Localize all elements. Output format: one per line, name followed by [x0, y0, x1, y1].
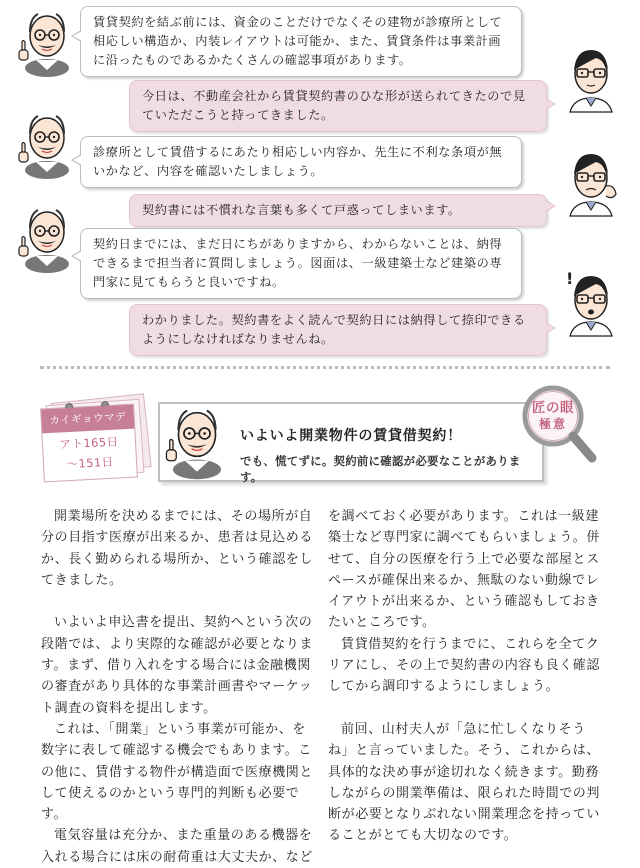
- countdown-calendar: [40, 398, 152, 478]
- bubble-tail: [546, 322, 556, 334]
- dialogue-text-2: 今日は、不動産会社から賃貸契約書のひな形が送られてきたので見ていただこうと持ってきました。: [142, 89, 526, 122]
- dialogue-bubble-6: [129, 304, 547, 356]
- section-divider: [40, 366, 610, 369]
- body-paragraph: これは、「開業」という事業が可能か、を数字に表して確認する機会でもあります。この他に、賃借する物件が構造面で医療機関として使えるのかという専門的判断も必要です。: [41, 721, 314, 823]
- body-paragraph: 賃貸借契約を行うまでに、これらを全てクリアにし、その上で契約書の内容も良く確認してから調印するようにしましょう。: [328, 636, 601, 695]
- dialogue-bubble-4: [129, 194, 547, 227]
- dialogue-bubble-5: [80, 228, 522, 299]
- section-subtitle: でも、慌てずに。契約前に確認が必要なことがあります。: [240, 454, 521, 484]
- client-avatar: [560, 46, 622, 112]
- bubble-tail: [546, 98, 556, 110]
- calendar-line-2: ～151日: [66, 454, 114, 472]
- dialogue-bubble-3: [80, 136, 522, 188]
- body-paragraph: を調べておく必要があります。これは一級建築士など専門家に調べてもらいましょう。併せて、自分の医療を行う上で必要な部屋とスペースが確保出来るか、無駄のない動線でレイアウトが出来るか、という確認もしておきたいところです。: [328, 509, 601, 631]
- badge-line-2: 極意: [538, 417, 567, 431]
- expert-tip-badge: [520, 384, 602, 468]
- badge-line-1: 匠の眼: [531, 400, 575, 416]
- body-paragraph: 前回、山村夫人が「急に忙しくなりそうね」と言っていました。そう、これからは、具体的な決め事が途切れなく続きます。勤務しながらの開業準備は、限られた時間での判断が必要となりぶれない開業理念を持っていることがとても大切なのです。: [328, 721, 601, 844]
- dialogue-text-5: 契約日までには、まだ日にちがありますから、わからないことは、納得できるまで担当者に質問しましょう。図面は、一級建築士など建築の専門家に見てもらうと良いですね。: [93, 237, 503, 289]
- dialogue-bubble-1: [80, 6, 522, 77]
- dialogue-text-1: 賃貸契約を結ぶ前には、資金のことだけでなくその建物が診療所として相応しい構造か、内装レイアウトは可能か、また、賃貸条件は事業計画に沿ったものであるかたくさんの確認事項があります。: [93, 15, 503, 67]
- bubble-tail: [71, 30, 81, 42]
- client-avatar: [560, 270, 622, 336]
- calendar-header: カイギョウマデ: [41, 405, 134, 434]
- doctor-avatar: [16, 8, 78, 74]
- dialogue-bubble-2: [129, 80, 547, 132]
- section-title: いよいよ開業物件の賃貸借契約！: [240, 428, 462, 444]
- doctor-avatar: [16, 204, 78, 270]
- dialogue-text-6: わかりました。契約書をよく読んで契約日には納得して捺印できるようにしなければなりませんね。: [142, 313, 526, 346]
- body-column-right: [328, 506, 600, 847]
- calendar-line-1: アト165日: [59, 434, 119, 452]
- body-paragraph: 電気容量は充分か、また重量のある機器を入れる場合には床の耐荷重は大丈夫か、など: [41, 828, 314, 865]
- calendar-days: [43, 431, 137, 476]
- client-avatar: [560, 150, 622, 216]
- bubble-tail: [546, 200, 556, 212]
- body-paragraph: いよいよ申込書を提出、契約へという次の段階では、より実際的な確認が必要となります。まず、借り入れをする場合には金融機関の審査があり具体的な事業計画書やマーケット調査の資料を提出します。: [41, 615, 314, 716]
- paragraph-gap: [328, 698, 600, 719]
- calendar-front-page: [40, 404, 138, 483]
- paragraph-gap: [41, 591, 313, 612]
- doctor-avatar: [16, 110, 78, 176]
- dialogue-text-4: 契約書には不慣れな言葉も多くて戸惑ってしまいます。: [142, 203, 461, 217]
- body-paragraph: 開業場所を決めるまでには、その場所が自分の目指す医療が出来るか、患者は見込めるか、長く勤められる場所か、という確認をしてきました。: [41, 509, 314, 588]
- bubble-tail: [71, 250, 81, 262]
- bubble-tail: [71, 154, 81, 166]
- body-column-left: [41, 506, 313, 868]
- dialogue-text-3: 診療所として賃借するにあたり相応しい内容か、先生に不利な条項が無いかなど、内容を確認いたしましょう。: [93, 145, 503, 178]
- svg-text:!: !: [566, 269, 574, 288]
- doctor-avatar: [162, 404, 232, 476]
